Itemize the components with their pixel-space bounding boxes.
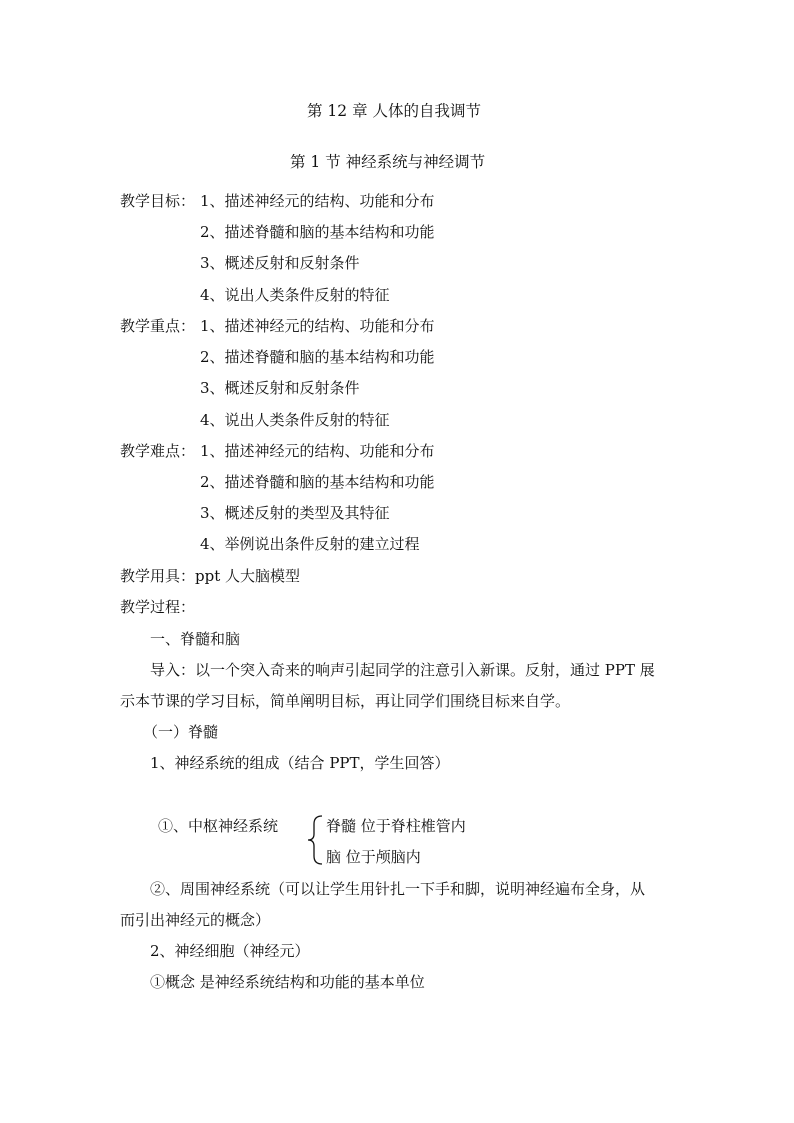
objectives-label: 教学目标： (120, 192, 196, 210)
key-point-item: 4、说出人类条件反射的特征 (200, 411, 390, 429)
intro-paragraph-line: 示本节课的学习目标，简单阐明目标，再让同学们围绕目标来自学。 (120, 692, 571, 710)
difficulties-label: 教学难点： (120, 442, 196, 460)
key-point-item: 2、描述脊髓和脑的基本结构和功能 (200, 348, 435, 366)
concept-line: ①概念 是神经系统结构和功能的基本单位 (150, 973, 425, 991)
teaching-tools: 教学用具：ppt 人大脑模型 (120, 567, 301, 585)
cns-item-spinal-cord: 脊髓 位于脊柱椎管内 (326, 817, 466, 835)
sub1-heading: （一）脊髓 (143, 723, 219, 741)
chapter-title: 第 12 章 人体的自我调节 (307, 102, 482, 120)
brace-icon (306, 814, 324, 866)
difficulty-item: 1、描述神经元的结构、功能和分布 (200, 442, 435, 460)
cns-item-brain: 脑 位于颅脑内 (326, 848, 421, 866)
objective-item: 4、说出人类条件反射的特征 (200, 286, 390, 304)
pns-paragraph-line: ②、周围神经系统（可以让学生用针扎一下手和脚，说明神经遍布全身，从 (150, 880, 646, 898)
objective-item: 2、描述脊髓和脑的基本结构和功能 (200, 223, 435, 241)
intro-paragraph-line: 导入：以一个突入奇来的响声引起同学的注意引入新课。反射，通过 PPT 展 (150, 661, 655, 679)
objective-item: 1、描述神经元的结构、功能和分布 (200, 192, 435, 210)
difficulty-item: 4、举例说出条件反射的建立过程 (200, 535, 420, 553)
key-points-label: 教学重点： (120, 317, 196, 335)
objective-item: 3、概述反射和反射条件 (200, 254, 360, 272)
pns-paragraph-line: 而引出神经元的概念） (120, 911, 271, 929)
point1-heading: 1、神经系统的组成（结合 PPT，学生回答） (150, 754, 450, 772)
difficulty-item: 2、描述脊髓和脑的基本结构和功能 (200, 473, 435, 491)
process-label: 教学过程： (120, 598, 196, 616)
cns-label: ①、中枢神经系统 (158, 817, 279, 835)
point2-heading: 2、神经细胞（神经元） (150, 942, 310, 960)
difficulty-item: 3、概述反射的类型及其特征 (200, 504, 390, 522)
key-point-item: 1、描述神经元的结构、功能和分布 (200, 317, 435, 335)
part1-heading: 一、脊髓和脑 (150, 630, 241, 648)
key-point-item: 3、概述反射和反射条件 (200, 379, 360, 397)
section-title: 第 1 节 神经系统与神经调节 (290, 153, 486, 171)
